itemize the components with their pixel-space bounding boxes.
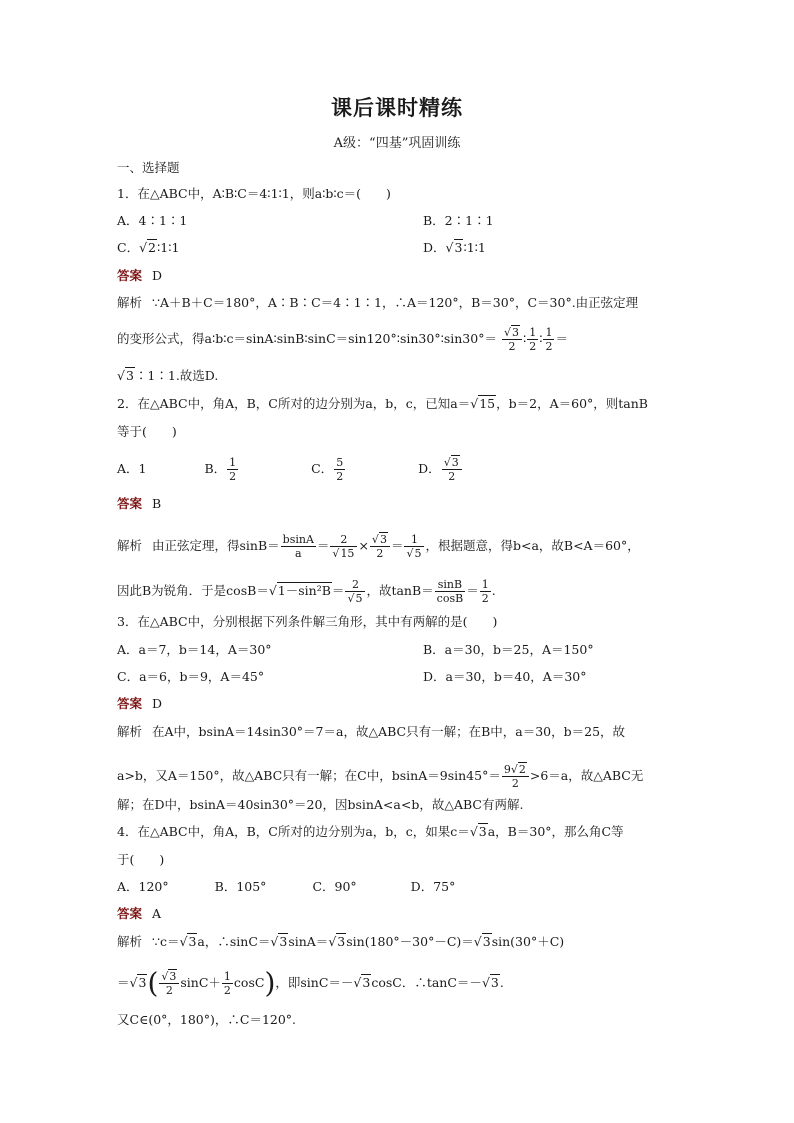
q2-answer: 答案 B [117, 496, 162, 511]
q4-analysis-3: 又C∈(0°，180°)，∴C＝120°. [117, 1012, 297, 1027]
q4-option-d: D．75° [410, 879, 456, 894]
q4-option-c: C．90° [312, 879, 357, 894]
q4-analysis-2: ＝√3( $\frac{√3}{2}$ sinC＋ $\frac{1}{2}$ cosC)，即sinC＝－√3cosC．∴tanC＝－√3. [117, 966, 504, 1000]
q2-option-c: C． $\frac{5}{2}$ [311, 456, 344, 483]
q2-option-d: D． $\frac{√3}{2}$ [418, 461, 463, 476]
fraction: $\frac{1}{2}$ [529, 326, 537, 353]
q1-stem: 1．在△ABC中，A∶B∶C＝4∶1∶1，则a∶b∶c＝( ) [117, 186, 391, 201]
q3-option-b: B．a＝30，b＝25，A＝150° [423, 642, 594, 657]
q1-analysis-1: 解析 ∵A＋B＋C＝180°，A∶B∶C＝4∶1∶1，∴A＝120°，B＝30°，C＝30°.由正弦定理 [117, 295, 639, 310]
page-title: 课后课时精练 [331, 95, 463, 120]
page-subtitle: A级：“四基”巩固训练 [333, 136, 461, 151]
q1-option-a: A．4∶1∶1 [117, 213, 188, 228]
q1-analysis-3: √3∶1∶1.故选D. [117, 368, 219, 383]
fraction: $\frac{1}{2}$ [545, 326, 553, 353]
q2-option-a: A．1 [117, 461, 147, 476]
q3-analysis-2: a>b，又A＝150°，故△ABC只有一解；在C中，bsinA＝9sin45°＝ $\frac{9√2}{2}$ >6＝a，故△ABC无 [117, 763, 644, 790]
q4-options [117, 879, 455, 895]
q1-option-b: B．2∶1∶1 [423, 213, 494, 228]
q4-stem-1: 4．在△ABC中，角A，B，C所对的边分别为a，b，c，如果c＝√3a，B＝30°，那么角C等 [117, 824, 624, 839]
q4-option-b: B．105° [214, 879, 267, 894]
q3-analysis-3: 解；在D中，bsinA＝40sin30°＝20，因bsinA<a<b，故△ABC有两解. [117, 797, 524, 812]
q1-answer: 答案 D [117, 268, 163, 283]
q2-stem-1: 2．在△ABC中，角A，B，C所对的边分别为a，b，c，已知a＝√15，b＝2，A＝60°，则tanB [117, 396, 648, 411]
q3-option-a: A．a＝7，b＝14，A＝30° [117, 642, 272, 657]
q3-stem: 3．在△ABC中，分别根据下列条件解三角形，其中有两解的是( ) [117, 614, 498, 629]
q2-stem-2: 等于( ) [117, 424, 177, 439]
fraction: $\frac{√3}{2}$ [502, 326, 522, 353]
q4-stem-2: 于( ) [117, 852, 165, 867]
q3-option-c: C．a＝6，b＝9，A＝45° [117, 669, 265, 684]
q2-options [117, 456, 463, 483]
q1-option-d: D．√3∶1∶1 [423, 240, 486, 255]
q4-analysis-1: 解析 ∵c＝√3a，∴sinC＝√3sinA＝√3sin(180°－30°－C)＝√3sin(30°＋C) [117, 934, 565, 949]
q1-analysis-2: 的变形公式，得a∶b∶c＝sinA∶sinB∶sinC＝sin120°∶sin30°∶sin30°＝ $\frac{√3}{2}$ ∶ $\frac{1}{2}$ ∶ $\frac{1}{2}$ ＝ [117, 326, 568, 353]
q2-option-b: B． $\frac{1}{2}$ [204, 456, 237, 483]
q4-answer: 答案 A [117, 906, 162, 921]
q2-analysis-1: 解析 由正弦定理，得sinB＝ $\frac{bsinA}{a}$ ＝ $\frac{2}{√15}$ × $\frac{√3}{2}$ ＝ $\frac{1}{√5}$ ，根据题意，得b<a，故B<A＝60°， [117, 533, 640, 560]
q3-analysis-1: 解析 在A中，bsinA＝14sin30°＝7＝a，故△ABC只有一解；在B中，a＝30，b＝25，故 [117, 724, 626, 739]
q4-option-a: A．120° [117, 879, 169, 894]
q3-answer: 答案 D [117, 696, 163, 711]
q2-analysis-2: 因此B为锐角．于是cosB＝√1－sin²B＝ $\frac{2}{√5}$ ，故tanB＝ $\frac{\sin B}{\cos B}$ ＝ $\frac{1}{2}$ . [117, 578, 496, 605]
section-heading: 一、选择题 [117, 160, 180, 175]
q1-option-c: C．√2∶1∶1 [117, 240, 180, 255]
q3-option-d: D．a＝30，b＝40，A＝30° [423, 669, 587, 684]
